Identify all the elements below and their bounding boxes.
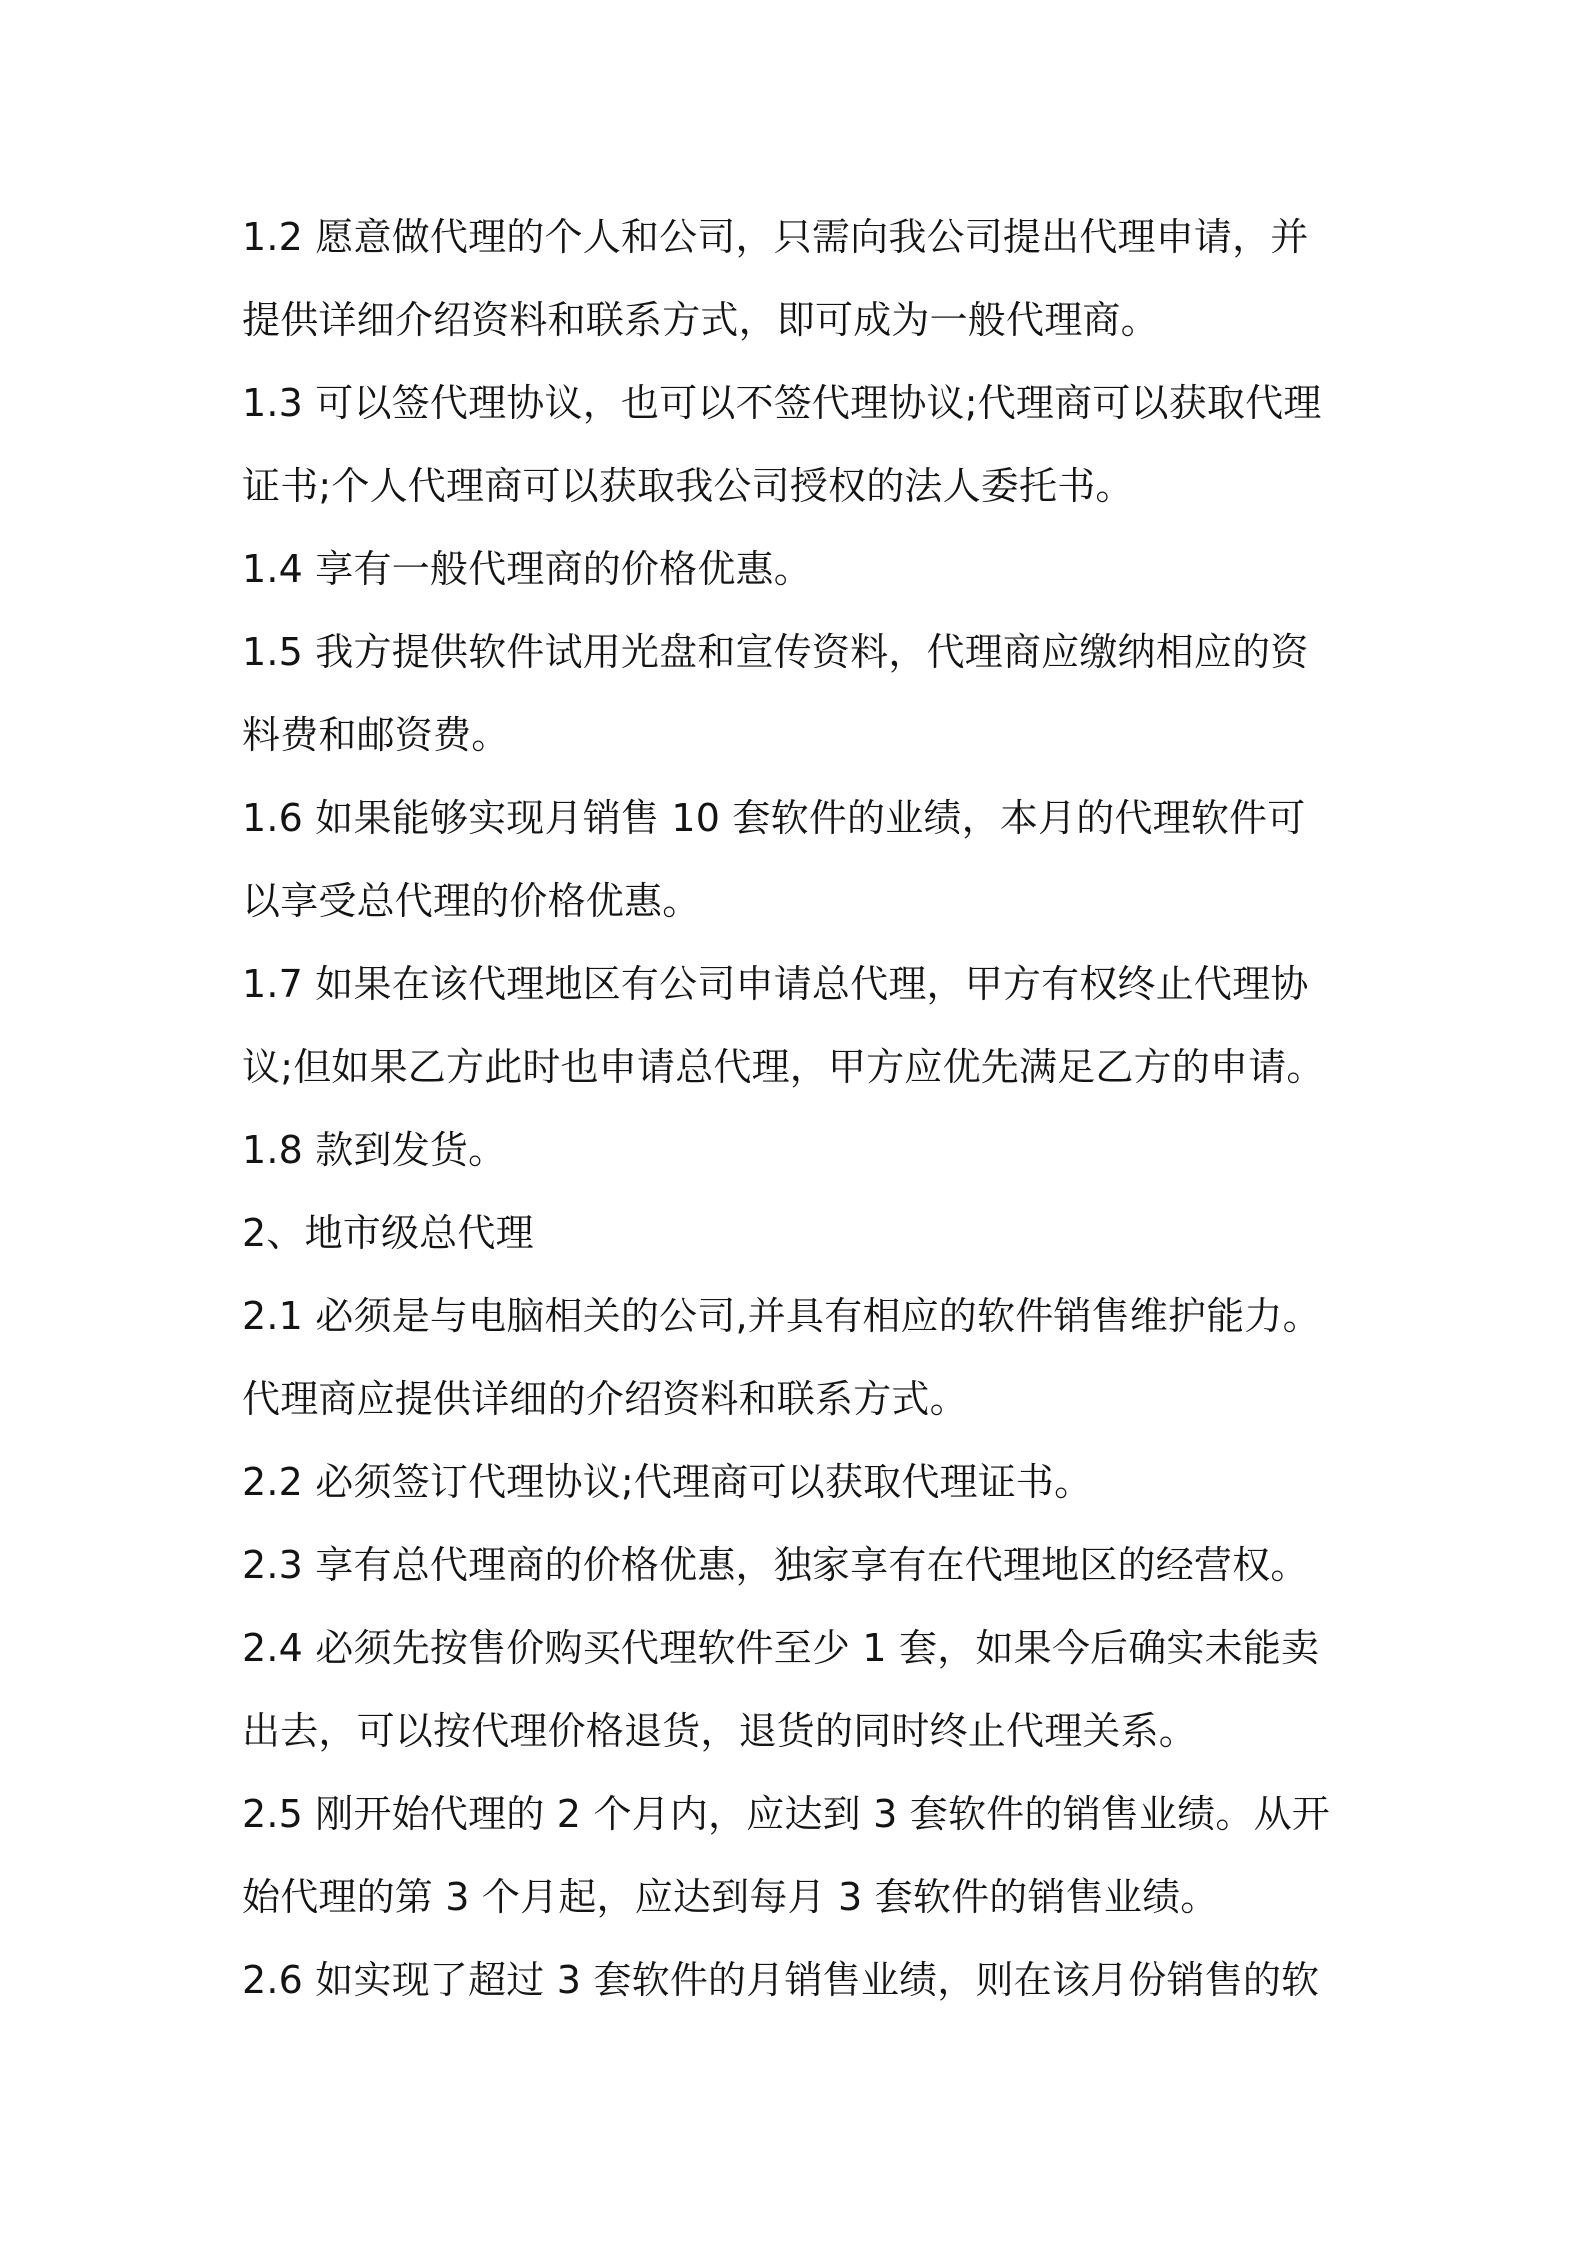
paragraph-1-5 [242,611,1352,777]
text-line: 2、地市级总代理 [242,1211,534,1255]
text-line: 2.3 享有总代理商的价格优惠，独家享有在代理地区的经营权。 [242,1543,1309,1587]
text-line: 1.3 可以签代理协议，也可以不签代理协议;代理商可以获取代理 [242,381,1322,425]
paragraph-1-7 [242,943,1352,1109]
text-line: 料费和邮资费。 [242,713,510,757]
text-line: 议;但如果乙方此时也申请总代理，甲方应优先满足乙方的申请。 [242,1045,1325,1089]
text-line: 以享受总代理的价格优惠。 [242,879,701,923]
text-line: 2.5 刚开始代理的 2 个月内，应达到 3 套软件的销售业绩。从开 [242,1792,1330,1836]
paragraph-2-5 [242,1773,1352,1939]
text-line: 提供详细介绍资料和联系方式，即可成为一般代理商。 [242,298,1159,342]
paragraph-1-3 [242,362,1352,528]
text-line: 1.7 如果在该代理地区有公司申请总代理，甲方有权终止代理协 [242,962,1309,1006]
paragraph-2-4 [242,1607,1352,1773]
text-line: 2.4 必须先按售价购买代理软件至少 1 套，如果今后确实未能卖 [242,1626,1320,1670]
paragraph-2-3 [242,1524,1352,1607]
text-line: 1.6 如果能够实现月销售 10 套软件的业绩，本月的代理软件可 [242,796,1306,840]
document-body [242,196,1352,2022]
text-line: 1.5 我方提供软件试用光盘和宣传资料，代理商应缴纳相应的资 [242,630,1309,674]
text-line: 2.2 必须签订代理协议;代理商可以获取代理证书。 [242,1460,1093,1504]
paragraph-2-2 [242,1441,1352,1524]
text-line: 代理商应提供详细的介绍资料和联系方式。 [242,1377,968,1421]
paragraph-1-8 [242,1109,1352,1192]
text-line: 始代理的第 3 个月起，应达到每月 3 套软件的销售业绩。 [242,1875,1219,1919]
paragraph-1-6 [242,777,1352,943]
paragraph-2-6 [242,1939,1352,2022]
text-line: 1.4 享有一般代理商的价格优惠。 [242,547,812,591]
section-heading-2 [242,1192,1352,1275]
text-line: 证书;个人代理商可以获取我公司授权的法人委托书。 [242,464,1134,508]
text-line: 1.8 款到发货。 [242,1128,507,1172]
paragraph-1-4 [242,528,1352,611]
text-line: 出去，可以按代理价格退货，退货的同时终止代理关系。 [242,1709,1198,1753]
text-line: 2.6 如实现了超过 3 套软件的月销售业绩，则在该月份销售的软 [242,1958,1320,2002]
text-line: 1.2 愿意做代理的个人和公司，只需向我公司提出代理申请，并 [242,215,1309,259]
paragraph-2-1 [242,1275,1352,1441]
text-line: 2.1 必须是与电脑相关的公司,并具有相应的软件销售维护能力。 [242,1294,1321,1338]
paragraph-1-2 [242,196,1352,362]
